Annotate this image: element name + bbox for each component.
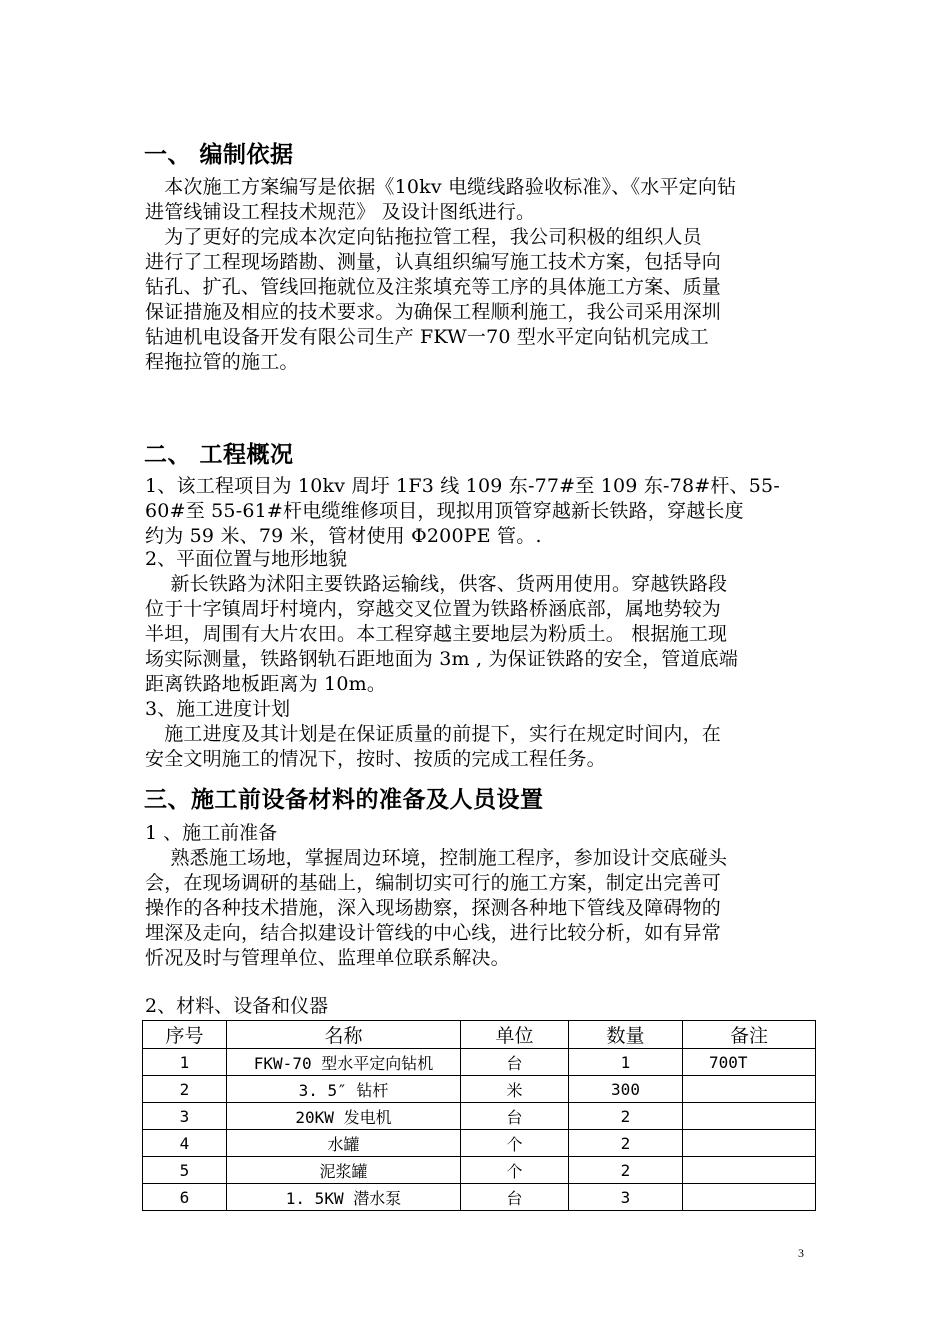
text-line: 位于十字镇周圩村境内，穿越交叉位置为铁路桥涵底部，属地势较为 xyxy=(145,598,722,620)
cell-unit: 个 xyxy=(461,1157,569,1184)
text-line: 安全文明施工的情况下，按时、按质的完成工程任务。 xyxy=(145,748,606,770)
table-row xyxy=(143,1076,816,1103)
cell-name: 1. 5KW 潜水泵 xyxy=(227,1184,461,1211)
text-line: 会，在现场调研的基础上，编制切实可行的施工方案，制定出完善可 xyxy=(145,872,722,894)
section-heading-basis: 一、 编制依据 xyxy=(144,142,294,168)
cell-quantity: 2 xyxy=(569,1130,683,1157)
cell-quantity: 1 xyxy=(569,1049,683,1076)
section-heading-preparation: 三、施工前设备材料的准备及人员设置 xyxy=(144,787,544,813)
subheading-materials: 2、材料、设备和仪器 xyxy=(145,995,329,1017)
cell-remark: 700T xyxy=(683,1049,816,1076)
cell-index: 3 xyxy=(143,1103,227,1130)
text-line: 本次施工方案编写是依据《10kv 电缆线路验收标准》、《水平定向钻 xyxy=(145,176,737,198)
text-line: 忻况及时与管理单位、监理单位联系解决。 xyxy=(145,947,510,969)
subheading-pre-construction: 1 、施工前准备 xyxy=(145,822,278,844)
cell-remark xyxy=(683,1157,816,1184)
header-remark: 备注 xyxy=(683,1021,816,1049)
cell-unit: 台 xyxy=(461,1103,569,1130)
cell-remark xyxy=(683,1184,816,1211)
paragraph-location xyxy=(145,572,817,697)
text-line: 新长铁路为沭阳主要铁路运输线，供客、货两用使用。穿越铁路段 xyxy=(145,573,728,595)
cell-remark xyxy=(683,1076,816,1103)
paragraph-schedule xyxy=(145,722,817,772)
cell-quantity: 2 xyxy=(569,1157,683,1184)
table-row xyxy=(143,1157,816,1184)
cell-unit: 米 xyxy=(461,1076,569,1103)
text-line: 进管线铺设工程技术规范》 及设计图纸进行。 xyxy=(145,201,536,223)
cell-remark xyxy=(683,1103,816,1130)
subheading-schedule: 3、施工进度计划 xyxy=(145,698,291,720)
text-line: 钻迪机电设备开发有限公司生产 FKW一70 型水平定向钻机完成工 xyxy=(145,326,709,348)
text-line: 约为 59 米、79 米，管材使用 Φ200PE 管。. xyxy=(145,525,542,547)
text-line: 进行了工程现场踏勘、测量，认真组织编写施工技术方案，包括导向 xyxy=(145,251,722,273)
table-row xyxy=(143,1103,816,1130)
page-number: 3 xyxy=(798,1246,804,1260)
text-line: 场实际测量，铁路钢轨石距地面为 3m , 为保证铁路的安全，管道底端 xyxy=(145,648,739,670)
cell-quantity: 3 xyxy=(569,1184,683,1211)
cell-index: 5 xyxy=(143,1157,227,1184)
text-line: 1、该工程项目为 10kv 周圩 1F3 线 109 东-77#至 109 东-78#杆、55- xyxy=(145,475,780,497)
cell-unit: 台 xyxy=(461,1049,569,1076)
paragraph-basis xyxy=(145,175,817,225)
text-line: 程拖拉管的施工。 xyxy=(145,351,299,373)
text-line: 熟悉施工场地，掌握周边环境，控制施工程序，参加设计交底碰头 xyxy=(145,847,728,869)
cell-name: FKW-70 型水平定向钻机 xyxy=(227,1049,461,1076)
header-name: 名称 xyxy=(227,1021,461,1049)
paragraph-project xyxy=(145,474,817,549)
header-index: 序号 xyxy=(143,1021,227,1049)
cell-index: 2 xyxy=(143,1076,227,1103)
header-unit: 单位 xyxy=(461,1021,569,1049)
paragraph-pre-construction xyxy=(145,846,817,971)
cell-quantity: 300 xyxy=(569,1076,683,1103)
cell-remark xyxy=(683,1130,816,1157)
text-line: 60#至 55-61#杆电缆维修项目，现拟用顶管穿越新长铁路，穿越长度 xyxy=(145,500,744,522)
table-row xyxy=(143,1130,816,1157)
cell-name: 泥浆罐 xyxy=(227,1157,461,1184)
cell-unit: 个 xyxy=(461,1130,569,1157)
equipment-table xyxy=(142,1020,816,1211)
subheading-location: 2、平面位置与地形地貌 xyxy=(145,548,348,570)
cell-index: 6 xyxy=(143,1184,227,1211)
text-line: 埋深及走向，结合拟建设计管线的中心线，进行比较分析，如有异常 xyxy=(145,922,722,944)
cell-unit: 台 xyxy=(461,1184,569,1211)
cell-name: 20KW 发电机 xyxy=(227,1103,461,1130)
cell-quantity: 2 xyxy=(569,1103,683,1130)
cell-index: 1 xyxy=(143,1049,227,1076)
table-row xyxy=(143,1184,816,1211)
cell-index: 4 xyxy=(143,1130,227,1157)
table-header-row xyxy=(143,1021,816,1049)
cell-name: 水罐 xyxy=(227,1130,461,1157)
text-line: 保证措施及相应的技术要求。为确保工程顺利施工，我公司采用深圳 xyxy=(145,301,722,323)
text-line: 为了更好的完成本次定向钻拖拉管工程，我公司积极的组织人员 xyxy=(145,226,702,248)
section-heading-overview: 二、 工程概况 xyxy=(144,442,294,468)
text-line: 半坦，周围有大片农田。本工程穿越主要地层为粉质土。 根据施工现 xyxy=(145,623,728,645)
table-row xyxy=(143,1049,816,1076)
text-line: 距离铁路地板距离为 10m。 xyxy=(145,673,387,695)
cell-name: 3. 5″ 钻杆 xyxy=(227,1076,461,1103)
text-line: 操作的各种技术措施，深入现场勘察，探测各种地下管线及障碍物的 xyxy=(145,897,722,919)
paragraph-purpose xyxy=(145,225,817,375)
text-line: 施工进度及其计划是在保证质量的前提下，实行在规定时间内，在 xyxy=(145,723,722,745)
text-line: 钻孔、扩孔、管线回拖就位及注浆填充等工序的具体施工方案、质量 xyxy=(145,276,722,298)
header-quantity: 数量 xyxy=(569,1021,683,1049)
